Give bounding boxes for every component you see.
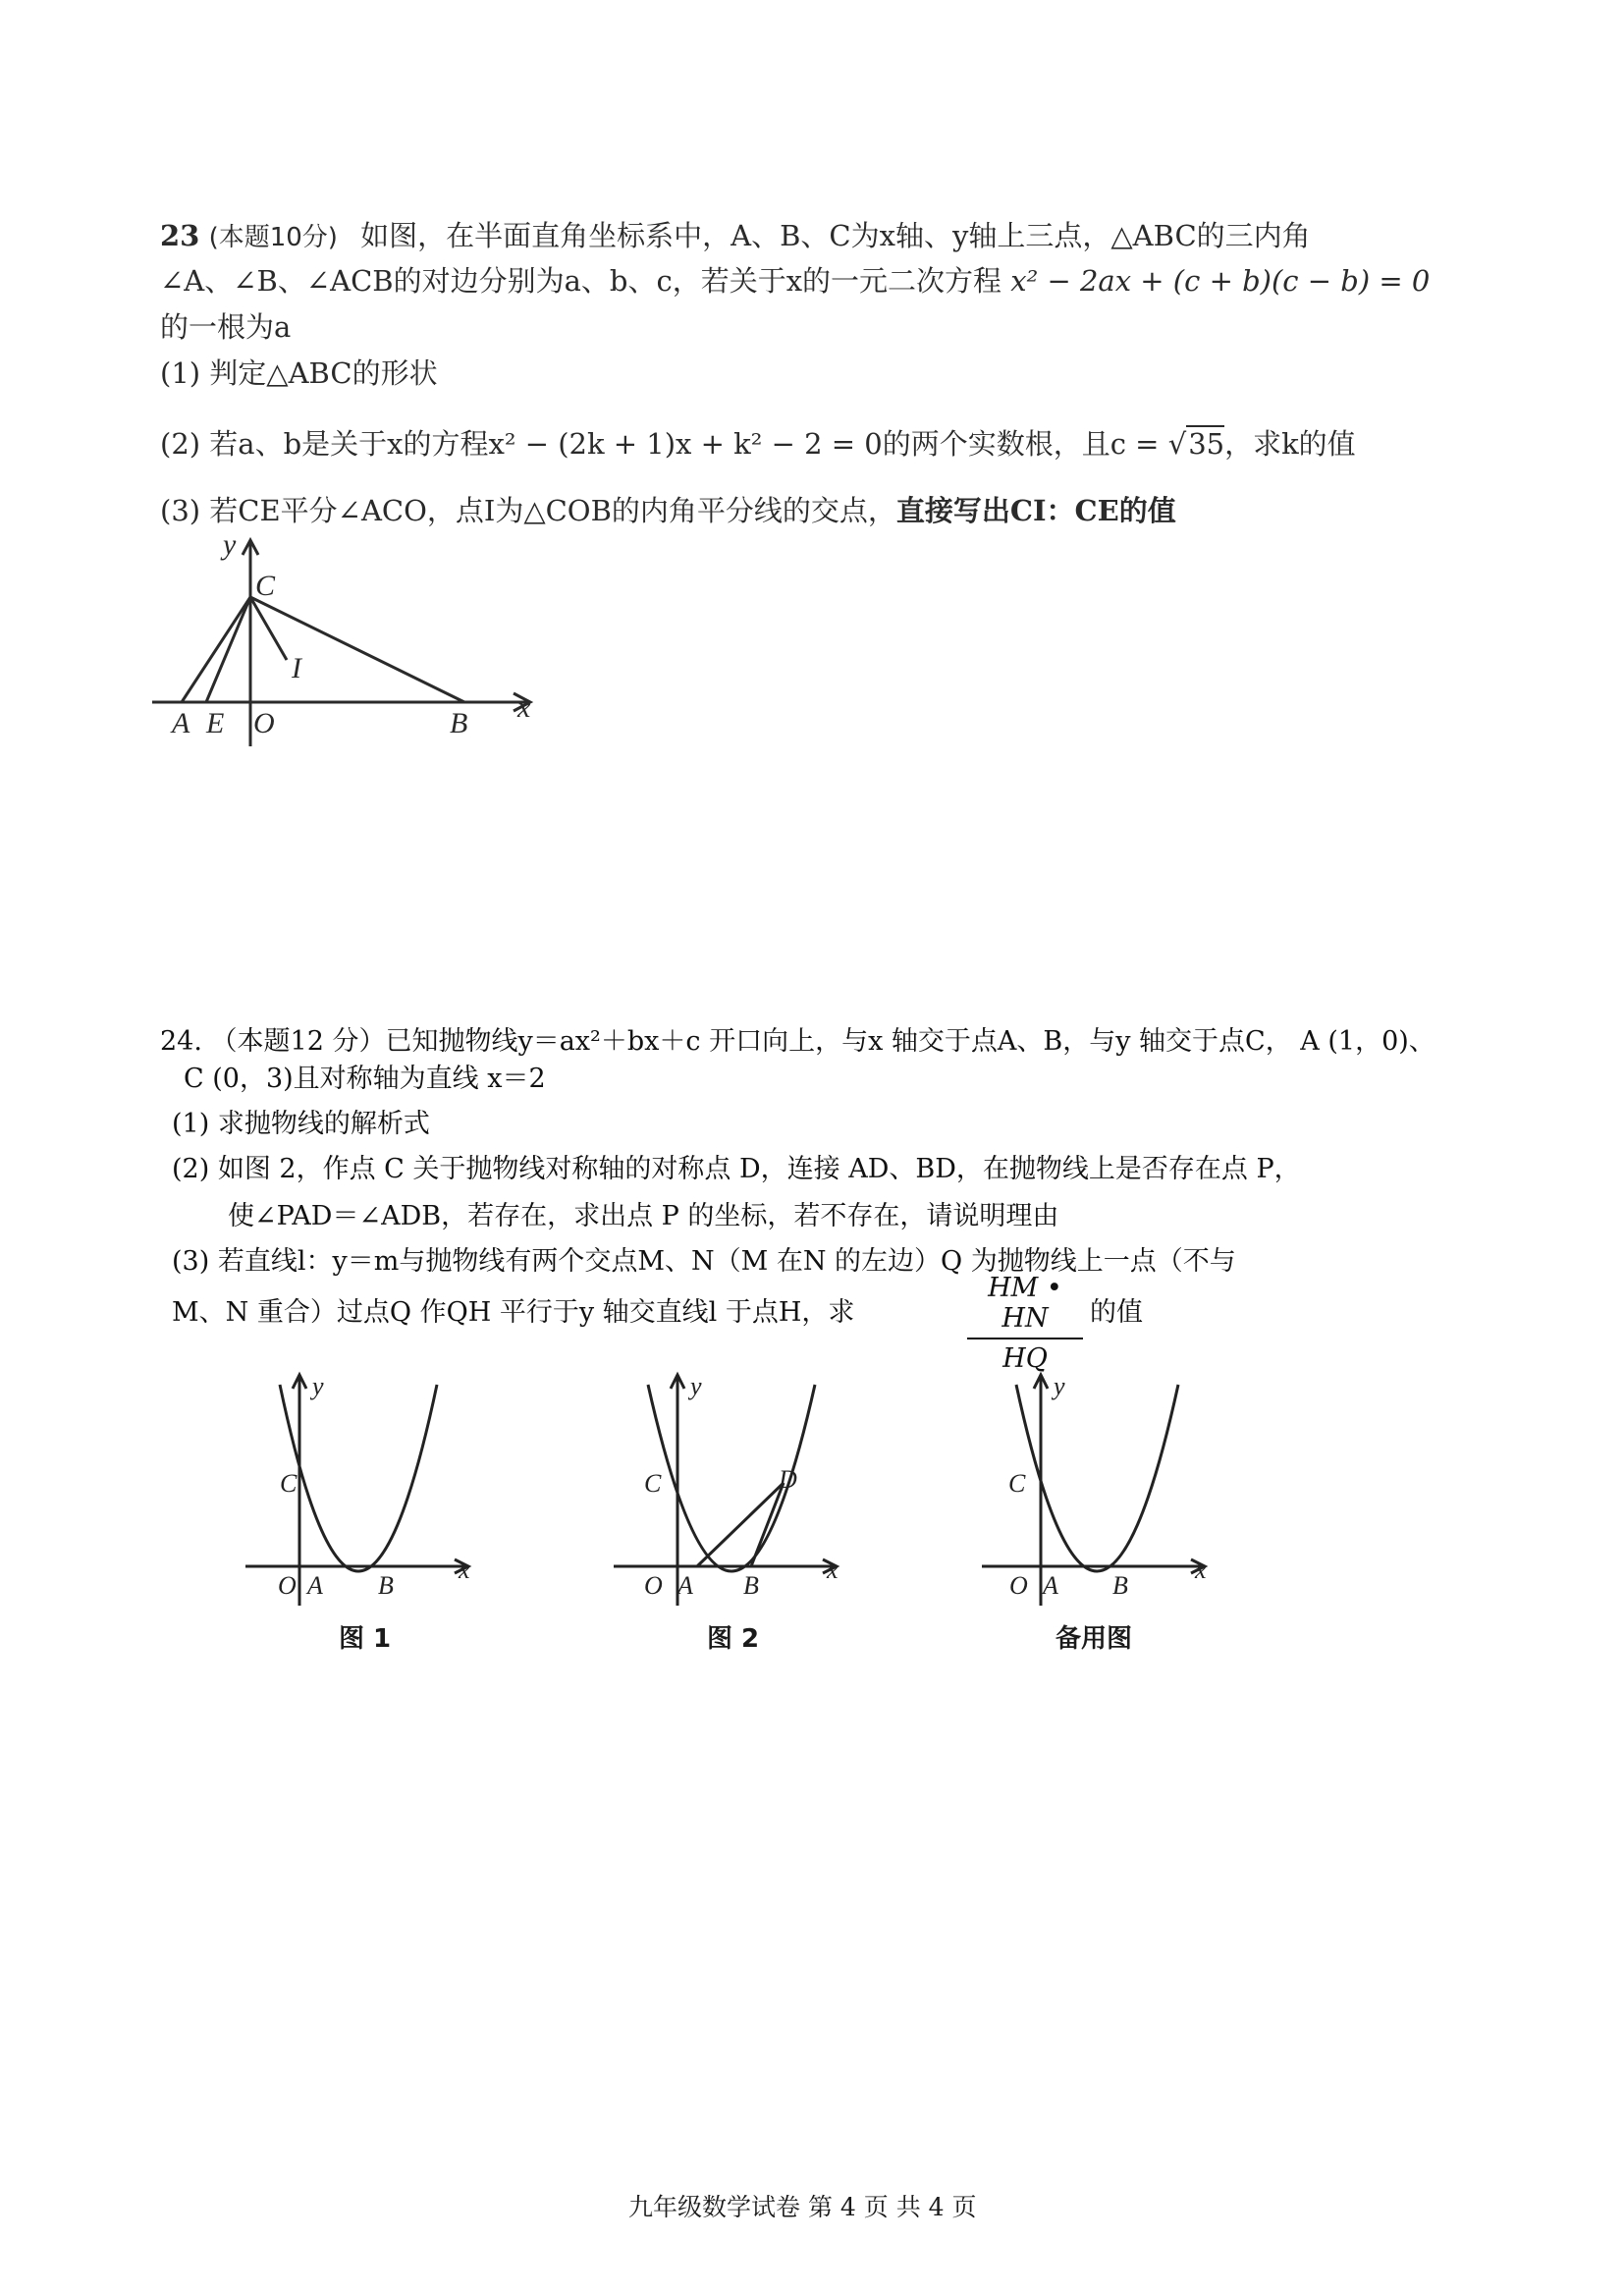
- label-x: x: [459, 1556, 470, 1584]
- q24-figure-1: [241, 1370, 481, 1611]
- q23-score: (本题10分): [208, 223, 338, 252]
- q24-sub2-b: 使∠PAD＝∠ADB，若存在，求出点 P 的坐标，若不存在，请说明理由: [228, 1201, 1059, 1231]
- segment-ad: [697, 1483, 784, 1566]
- q24-figure-3: [977, 1370, 1218, 1611]
- segment-ce: [206, 597, 250, 702]
- q23-sqrt-value: 35: [1188, 427, 1225, 461]
- q23-line3: 的一根为a: [160, 310, 292, 344]
- label-b: B: [1112, 1571, 1128, 1600]
- label-b: B: [378, 1571, 394, 1600]
- label-o: O: [278, 1571, 297, 1600]
- label-b: B: [450, 707, 468, 739]
- label-y: y: [223, 530, 237, 561]
- page-footer: 九年级数学试卷 第 4 页 共 4 页: [628, 2193, 977, 2221]
- q23-equation: x² − 2ax + (c + b)(c − b) = 0: [1010, 264, 1431, 298]
- parabola: [280, 1385, 437, 1571]
- q23-header-line: [160, 214, 1311, 254]
- q23-line1: 如图，在半面直角坐标系中，A、B、C为x轴、y轴上三点，△ABC的三内角: [360, 219, 1311, 252]
- q23-sub3-text: (3) 若CE平分∠ACO，点I为△COB的内角平分线的交点，: [160, 494, 896, 527]
- q23-number: 23: [160, 219, 200, 252]
- label-y: y: [312, 1372, 324, 1400]
- label-b: B: [743, 1571, 759, 1600]
- label-o: O: [644, 1571, 663, 1600]
- q24-sub1: (1) 求抛物线的解析式: [172, 1109, 430, 1139]
- label-a: A: [677, 1571, 693, 1600]
- sqrt-symbol: √: [1167, 427, 1187, 461]
- label-c: C: [1008, 1469, 1026, 1498]
- label-x: x: [517, 691, 531, 724]
- q24-sub3-c: 的值: [1090, 1297, 1143, 1328]
- label-x: x: [1195, 1556, 1207, 1584]
- label-o: O: [253, 707, 275, 739]
- fraction-denominator: HQ: [1002, 1343, 1048, 1374]
- fraction-bar: [967, 1338, 1083, 1339]
- q23-sub1: (1) 判定△ABC的形状: [160, 356, 438, 390]
- label-y: y: [690, 1372, 702, 1400]
- label-a: A: [307, 1571, 323, 1600]
- label-c: C: [644, 1469, 662, 1498]
- q23-sub2-text: (2) 若a、b是关于x的方程x² − (2k + 1)x + k² − 2 = 0的两个实数根，且c =: [160, 427, 1160, 461]
- label-x: x: [827, 1556, 839, 1584]
- q23-sub3-bold: 直接写出CI：CE的值: [895, 494, 1176, 527]
- label-c: C: [255, 570, 276, 602]
- label-d: D: [779, 1465, 797, 1494]
- q23-sub3: [160, 489, 1176, 529]
- q24-figure-2-caption: 图 2: [707, 1624, 760, 1654]
- label-o: O: [1009, 1571, 1028, 1600]
- q24-fraction: [967, 1273, 1083, 1374]
- q24-figure-2: [609, 1370, 849, 1611]
- segment-bd: [751, 1483, 784, 1566]
- q24-sub2-a: (2) 如图 2，作点 C 关于抛物线对称轴的对称点 D，连接 AD、BD，在抛物线上是否存在点 P，: [172, 1154, 1301, 1184]
- q23-sub2: [160, 422, 1356, 463]
- q24-figure-3-caption: 备用图: [1056, 1624, 1133, 1654]
- q23-line2-text: ∠A、∠B、∠ACB的对边分别为a、b、c，若关于x的一元二次方程: [160, 264, 1002, 298]
- q24-figure-1-caption: 图 1: [339, 1624, 392, 1654]
- label-a: A: [172, 707, 190, 739]
- q23-line2: [160, 259, 1430, 300]
- q24-line2: C (0，3)且对称轴为直线 x＝2: [184, 1064, 546, 1094]
- label-c: C: [280, 1469, 298, 1498]
- label-a: A: [1043, 1571, 1058, 1600]
- fraction-numerator: HM • HN: [988, 1273, 1062, 1334]
- label-e: E: [206, 707, 225, 739]
- q24-line1: 24. （本题12 分）已知抛物线y＝ax²＋bx＋c 开口向上，与x 轴交于点A、B，与y 轴交于点C， A (1，0)、: [160, 1026, 1435, 1057]
- q24-sub3-b: M、N 重合）过点Q 作QH 平行于y 轴交直线l 于点H，求: [172, 1297, 855, 1328]
- segment-ca: [182, 597, 250, 702]
- q23-figure: [152, 530, 565, 756]
- q23-sub2-tail: ，求k的值: [1224, 427, 1356, 461]
- q24-sub3-a: (3) 若直线l：y＝m与抛物线有两个交点M、N（M 在N 的左边）Q 为抛物线上一点（不与: [172, 1246, 1236, 1277]
- label-y: y: [1054, 1372, 1065, 1400]
- segment-cb: [250, 597, 464, 702]
- label-i: I: [292, 652, 301, 684]
